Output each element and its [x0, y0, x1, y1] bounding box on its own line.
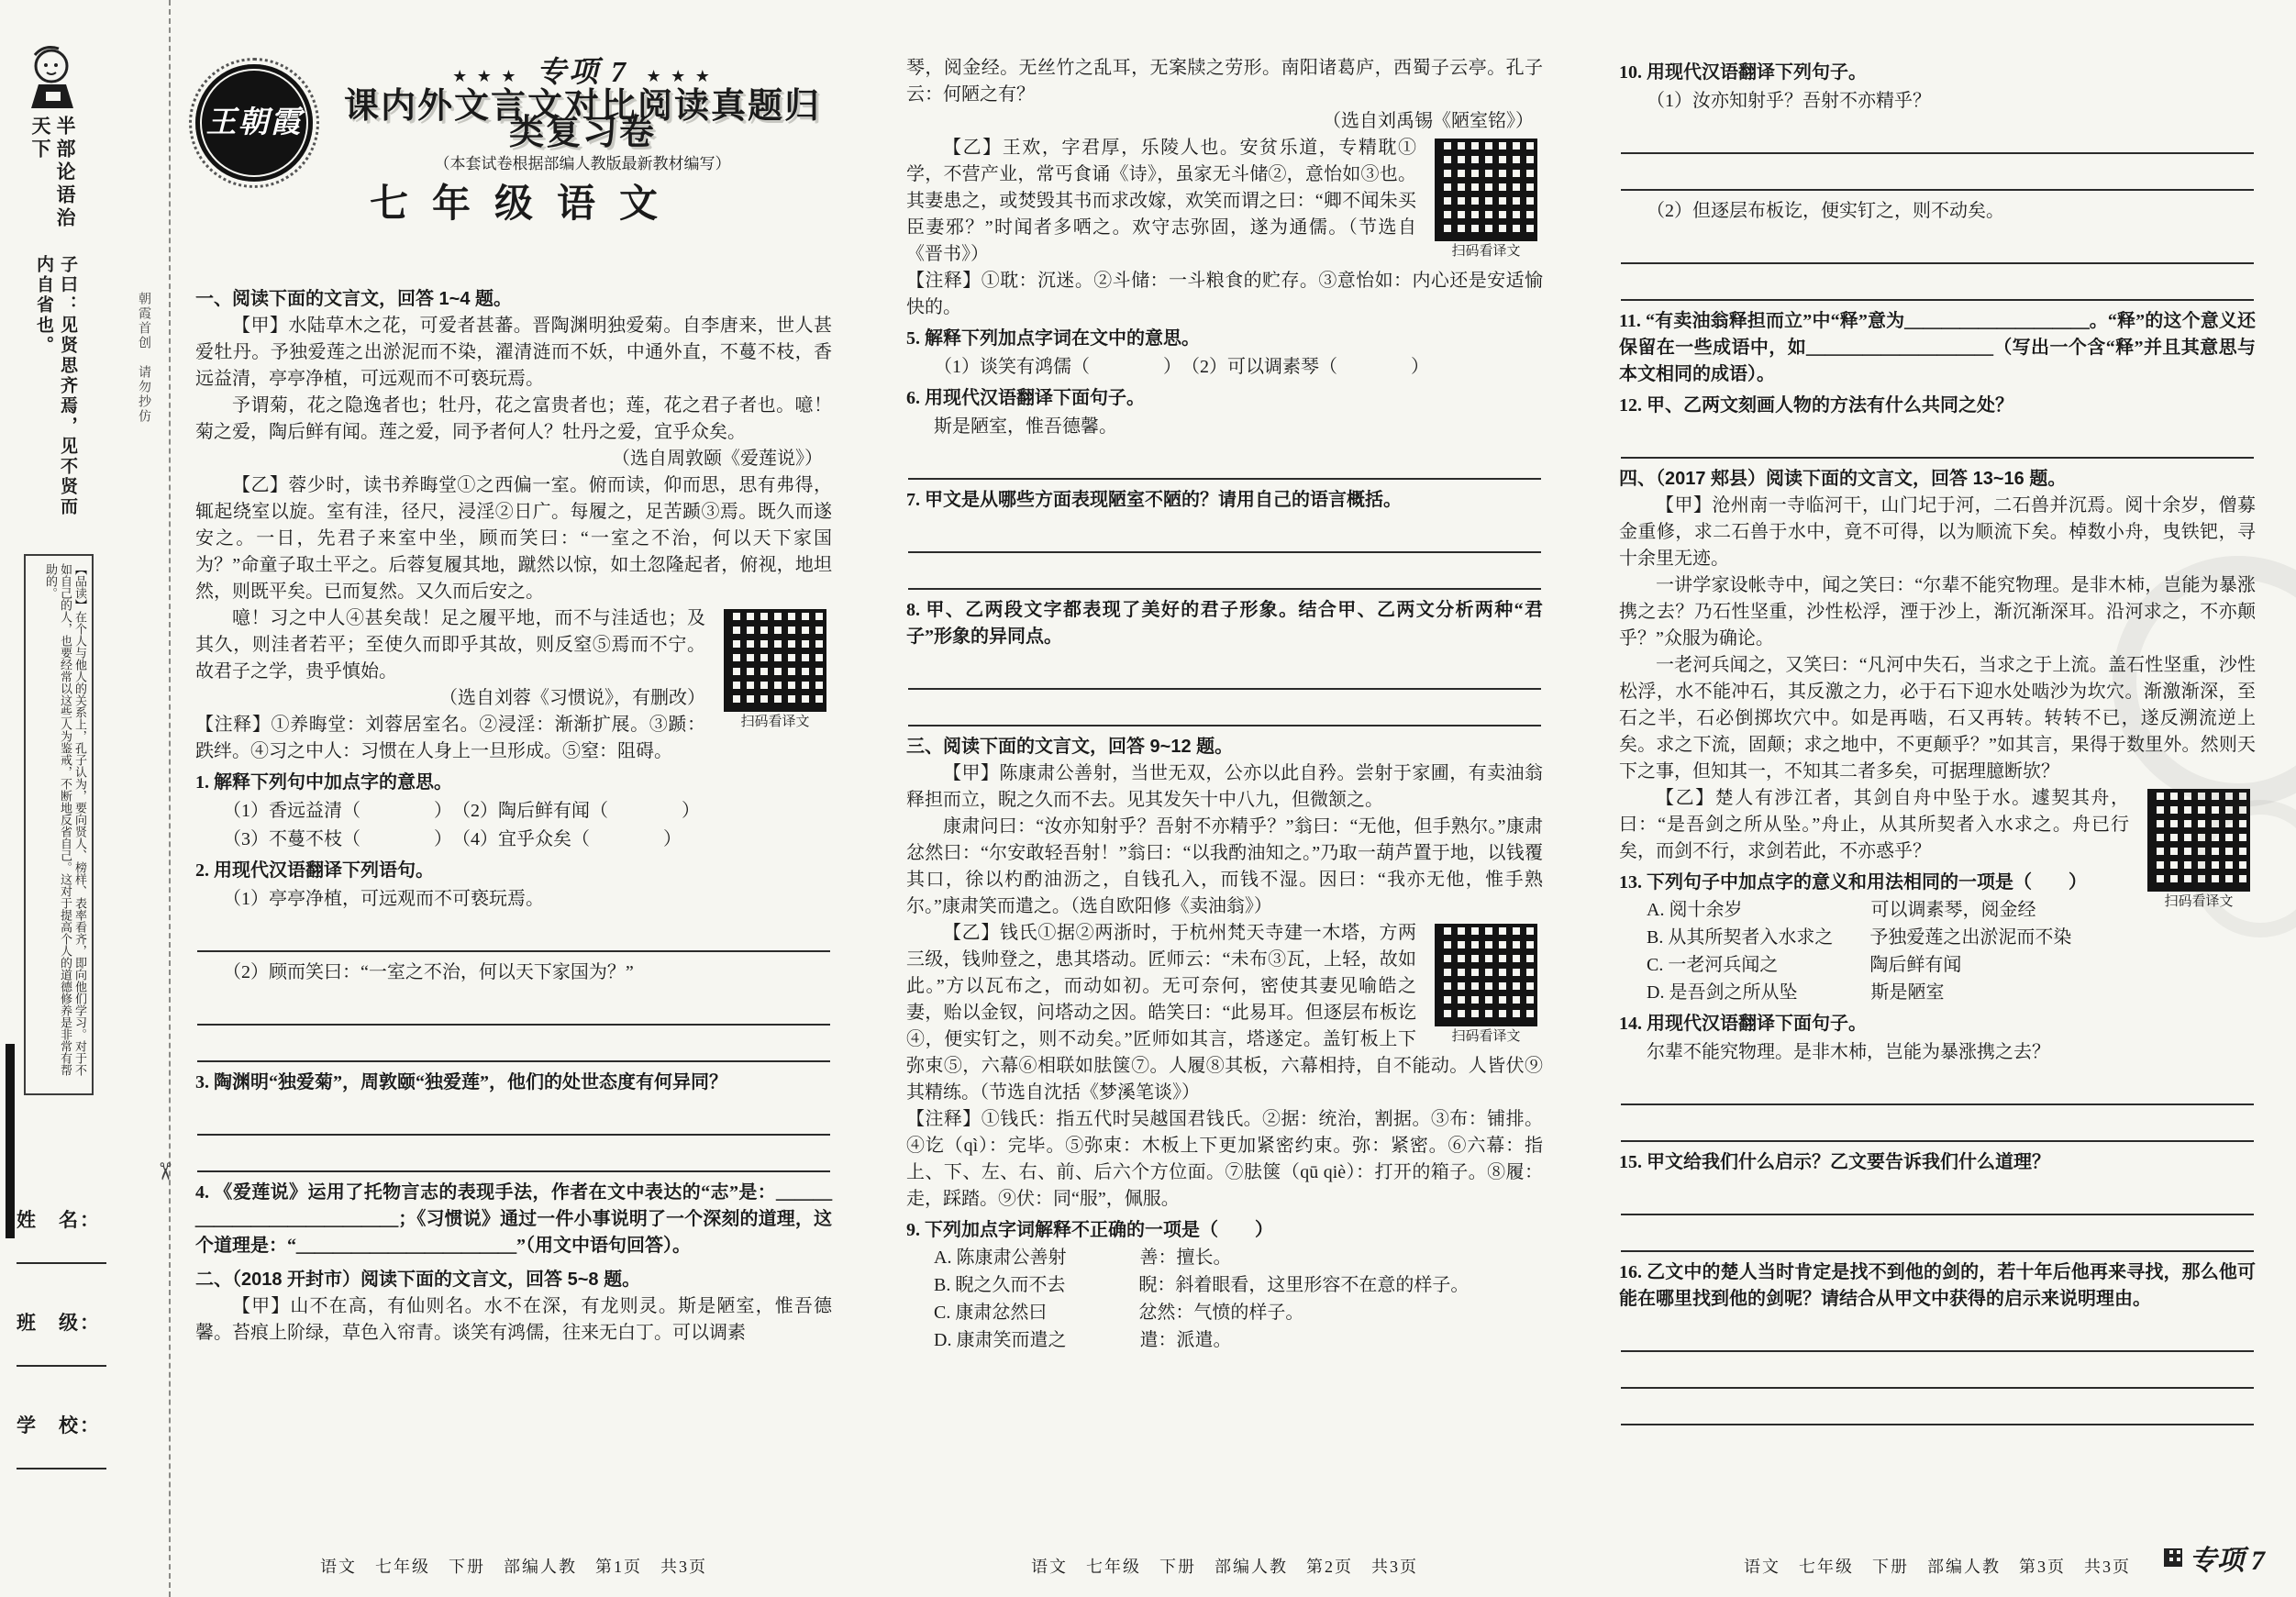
footer-page-1: 语文 七年级 下册 部编人教 第1页 共3页 [320, 1558, 707, 1576]
question-subitem: 尔辈不能究物理。是非木杮，岂能为暴涨携之去？ [1647, 1042, 2050, 1062]
answer-lines [908, 653, 1541, 726]
choice-option-c: C. 康肃忿然曰 忿然：气愤的样子。 [934, 1303, 1304, 1323]
qr-pattern [724, 609, 826, 712]
question-subitem: （1）汝亦知射乎？吾射不亦精乎？ [1647, 91, 1931, 111]
question-subitem: （2）但逐层布板讫，便实钉之，则不动矣。 [1647, 201, 2004, 221]
unit-label: 专项 7 [536, 55, 628, 88]
answer-lines [1621, 1069, 2254, 1142]
question-subitem: （2）顾而笑曰：“一室之不治，何以天下家国为？” [223, 962, 634, 982]
answer-line [1621, 422, 2254, 459]
cut-line [169, 0, 171, 1597]
qr-code [1429, 924, 1543, 1047]
passage-paragraph: 【乙】钱氏①据②两浙时，于杭州梵天寺建一木塔，方两三级，钱帅登之，患其塔动。匠师云：“未布③瓦，上轻，故如此。”方以瓦布之，而动如初。无可奈何，密使其妻见喻皓之妻，贻以金钗，问塔动之因。皓笑曰：“此易耳。但逐层布板讫④，便实钉之，则不动矣。”匠师如其言，塔遂定。盖钉板上下弥束⑤，六幕⑥相联如胠箧⑦。人履⑧其板，六幕相持，自不能动。人皆伏⑨其精练。（节选自沈括《梦溪笔谈》） [906, 923, 1543, 1103]
answer-line [1621, 1389, 2254, 1425]
corner-grid-icon [2164, 1548, 2182, 1567]
question-subitem: （3）不蔓不枝（ ） （4）宜乎众矣（ ） [223, 829, 682, 849]
question-stem: 10. 用现代汉语翻译下列句子。 [1619, 62, 1867, 83]
section-4-heading: 四、（2017 郏县）阅读下面的文言文，回答 13~16 题。 [1619, 469, 2067, 489]
qr-caption: 扫码看译文 [2164, 894, 2234, 909]
question-stem: 4. 《爱莲说》运用了托物言志的表现手法，作者在文中表达的“志”是：＿＿＿＿＿＿＿＿＿＿＿＿＿＿；《习惯说》通过一件小事说明了一个深刻的道理，这个道理是：“＿＿＿＿＿＿＿＿＿＿＿＿”（用文中语句回答）。 [195, 1182, 832, 1256]
answer-line [1621, 1315, 2254, 1352]
question-subitem: 斯是陋室，惟吾德馨。 [934, 416, 1117, 437]
section-1-heading: 一、阅读下面的文言文，回答 1~4 题。 [195, 289, 513, 309]
header-titles [333, 51, 832, 177]
school-label: 学 校： [17, 1414, 101, 1436]
answer-line [1621, 264, 2254, 301]
question-stem: 9. 下列加点字词解释不正确的一项是（ ） [906, 1220, 1273, 1240]
analects-quote: 子曰：见贤思齐焉，见不贤而内自省也。 [34, 255, 77, 517]
pindu-commentary-box: 【品读】在个人与他人的关系上，孔子认为，要向贤人、榜样、表率看齐，即向他们学习。对于不如自己的人，也要经常以这些人为鉴戒，不断地反省自己。这对于提高个人的道德修养是非常有帮助的。 [24, 554, 94, 1095]
question-stem: 6. 用现代汉语翻译下面句子。 [906, 388, 1145, 408]
answer-line [1621, 227, 2254, 264]
passage-paragraph: 【甲】水陆草木之花，可爱者甚蕃。晋陶渊明独爱菊。自李唐来，世人甚爱牡丹。予独爱莲之出淤泥而不染，濯清涟而不妖，中通外直，不蔓不枝，香远益清，亭亭净植，可远观而不可亵玩焉。 [195, 316, 832, 389]
passage-notes: 【注释】①钱氏：指五代时吴越国君钱氏。②据：统治，割据。③布：铺排。④讫（qì）：完毕。⑤弥束：木板上下更加紧密约束。弥：紧密。⑥六幕：指上、下、左、右、前、后六个方位面。⑦胠箧（qū qiè）：打开的箱子。⑧履：走，踩踏。⑨伏：同“服”，佩服。 [906, 1109, 1543, 1209]
question-stem: 15. 甲文给我们什么启示？乙文要告诉我们什么道理？ [1619, 1152, 2050, 1172]
answer-lines [1621, 422, 2254, 459]
choice-option-d: D. 康肃笑而遣之 遣：派遣。 [934, 1330, 1232, 1350]
fold-mark [6, 1044, 15, 1238]
passage-paragraph: 【甲】沧州南一寺临河干，山门圮于河，二石兽并沉焉。阅十余岁，僧募金重修，求二石兽于水中，竟不可得，以为顺流下矣。棹数小舟，曳铁钯，寻十余里无迹。 [1619, 495, 2256, 569]
stars-left-icon: ★ ★ ★ [452, 67, 519, 85]
sidebar-motto: 半部论语治天下 [29, 116, 76, 230]
choice-option-d: D. 是吾剑之所从坠 斯是陋室 [1647, 982, 1945, 1003]
question-stem: 5. 解释下列加点字词在文中的意思。 [906, 328, 1200, 349]
section-2-heading: 二、（2018 开封市）阅读下面的文言文，回答 5~8 题。 [195, 1270, 641, 1290]
question-stem: 3. 陶渊明“独爱菊”，周敦颐“独爱莲”，他们的处世态度有何异同？ [195, 1072, 727, 1092]
question-subitem: （1）香远益清（ ） （2）陶后鲜有闻（ ） [223, 801, 700, 821]
choice-option-c: C. 一老河兵闻之 陶后鲜有闻 [1647, 955, 1962, 975]
name-field [17, 1205, 106, 1264]
passage-notes: 【注释】①养晦堂：刘蓉居室名。②浸淫：渐渐扩展。③踬：跌绊。④习之中人：习惯在人身上一旦形成。⑤窒：阻碍。 [195, 715, 705, 761]
scissors-icon: ✂ [150, 1161, 178, 1181]
passage-paragraph-continued: 琴，阅金经。无丝竹之乱耳，无案牍之劳形。南阳诸葛庐，西蜀子云亭。孔子云：何陋之有？ [906, 58, 1543, 105]
qr-pattern [1435, 924, 1537, 1026]
passage-source: （选自刘蓉《习惯说》，有删改） [439, 688, 705, 708]
answer-line [197, 1136, 830, 1172]
answer-line [908, 443, 1541, 480]
answer-line [197, 915, 830, 952]
question-stem: 13. 下列句子中加点字的意义和用法相同的一项是（ ） [1619, 872, 2087, 893]
question-stem: 1. 解释下列句中加点字的意思。 [195, 772, 452, 793]
passage-notes: 【注释】①耽：沉迷。②斗储：一斗粮食的贮存。③意怡如：内心还是安适愉快的。 [906, 271, 1543, 317]
qr-caption: 扫码看译文 [1451, 244, 1521, 259]
question-stem: 14. 用现代汉语翻译下面句子。 [1619, 1014, 1867, 1034]
column-1 [195, 51, 832, 1347]
column-2 [906, 55, 1543, 1354]
answer-line [1621, 1352, 2254, 1389]
paper-header [195, 51, 832, 279]
paper-title: 课内外文言文对比阅读真题归类复习卷 [343, 87, 821, 152]
answer-line [197, 989, 830, 1026]
answer-lines [908, 443, 1541, 480]
wangzhaoxia-logo-seal [195, 64, 313, 182]
question-subitem: （1）亭亭净植，可远观而不可亵玩焉。 [223, 889, 544, 909]
choice-option-b: B. 从其所契者入水求之 予独爱莲之出淤泥而不染 [1647, 927, 2072, 948]
answer-lines [1621, 1179, 2254, 1252]
question-stem: 11. “有卖油翁释担而立”中“释”意为＿＿＿＿＿＿＿＿＿＿。“释”的这个意义还保留在一些成语中，如＿＿＿＿＿＿＿＿＿＿（写出一个含“释”并且其意思与本文相同的成语）。 [1619, 311, 2256, 384]
passage-paragraph: 一讲学家设帐寺中，闻之笑曰：“尔辈不能究物理。是非木杮，岂能为暴涨携之去？乃石性坚重，沙性松浮，湮于沙上，渐沉渐深耳。沿河求之，不亦颠乎？”众服为确论。 [1619, 575, 2256, 649]
class-label: 班 级： [17, 1312, 101, 1334]
name-blank-line [17, 1233, 106, 1264]
answer-line [197, 1099, 830, 1136]
section-3-heading: 三、阅读下面的文言文，回答 9~12 题。 [906, 737, 1234, 757]
qr-caption: 扫码看译文 [740, 715, 810, 729]
answer-line [1621, 1069, 2254, 1105]
answer-line [908, 553, 1541, 590]
answer-lines [1621, 117, 2254, 191]
logo-text: 王朝霞 [205, 105, 303, 139]
passage-paragraph: 噫！习之中人④甚矣哉！足之履平地，而不与洼适也；及其久，则洼者若平；至使久而即乎其故，则反窒⑤焉而不宁。故君子之学，贵乎慎始。 [195, 608, 705, 682]
name-label: 姓 名： [17, 1209, 101, 1231]
corner-unit-label: 专项 7 [2189, 1546, 2265, 1576]
passage-paragraph: 予谓菊，花之隐逸者也；牡丹，花之富贵者也；莲，花之君子者也。噫！菊之爱，陶后鲜有闻。莲之爱，同予者何人？牡丹之爱，宜乎众矣。 [195, 395, 832, 442]
passage-source: （选自周敦颐《爱莲说》） [612, 449, 823, 469]
reading-child-mascot-icon [18, 44, 94, 118]
qr-caption: 扫码看译文 [1451, 1029, 1521, 1044]
question-stem: 2. 用现代汉语翻译下列语句。 [195, 860, 434, 881]
passage-paragraph: 【乙】蓉少时，读书养晦堂①之西偏一室。俯而读，仰而思，思有弗得，辄起绕室以旋。室有洼，径尺，浸淫②日广。每履之，足苦踬③焉。既久而遂安之。一日，先君子来室中坐，顾而笑曰：“一室之不治，何以天下家国为？”命童子取土平之。后蓉复履其地，蹴然以惊，如土忽隆起者，俯视，地坦然，则既平矣。已而复然。又久而后安之。 [195, 475, 832, 602]
passage-source: （选自刘禹锡《陋室铭》） [1323, 111, 1534, 131]
grade-subject-title: 七年级语文 [369, 182, 682, 225]
choice-option-a: A. 阅十余岁 可以调素琴，阅金经 [1647, 900, 2036, 920]
answer-line [1621, 1179, 2254, 1215]
qr-code [718, 609, 832, 732]
school-field [17, 1411, 106, 1469]
qr-pattern [1435, 139, 1537, 241]
school-blank-line [17, 1438, 106, 1469]
answer-line [1621, 117, 2254, 154]
paper-subtitle: （本套试卷根据部编人教版最新教材编写） [434, 155, 731, 172]
answer-line [1621, 154, 2254, 191]
choice-option-a: A. 陈康肃公善射 善：擅长。 [934, 1248, 1232, 1268]
passage-paragraph: 一老河兵闻之，又笑曰：“凡河中失石，当求之于上流。盖石性坚重，沙性松浮，水不能冲石，其反激之力，必于石下迎水处啮沙为坎穴。渐激渐深，至石之半，石必倒掷坎穴中。如是再啮，石又再转。转转不已，遂反溯流逆上矣。求之下流，固颠；求之地中，不更颠乎？”如其言，果得于数里外。然则天下之事，但知其一，不知其二者多矣，可据理臆断欤？ [1619, 655, 2256, 782]
answer-lines [197, 1099, 830, 1172]
question-stem: 8. 甲、乙两段文字都表现了美好的君子形象。结合甲、乙两文分析两种“君子”形象的异同点。 [906, 600, 1543, 647]
answer-lines [1621, 1315, 2254, 1425]
answer-line [908, 690, 1541, 726]
unit-number-line [333, 55, 832, 90]
left-margin-strip [13, 44, 110, 1567]
answer-line [908, 653, 1541, 690]
corner-unit-tab [2164, 1537, 2266, 1578]
question-subitem: （1）谈笑有鸿儒（ ） （2）可以调素琴（ ） [934, 357, 1429, 377]
answer-line [197, 1026, 830, 1062]
choice-option-b: B. 睨之久而不去 睨：斜着眼看，这里形容不在意的样子。 [934, 1275, 1470, 1295]
class-field [17, 1308, 106, 1367]
answer-lines [908, 516, 1541, 590]
passage-paragraph: 【甲】陈康肃公善射，当世无双，公亦以此自矜。尝射于家圃，有卖油翁释担而立，睨之久而不去。见其发矢十中八九，但微颔之。 [906, 763, 1543, 810]
stars-right-icon: ★ ★ ★ [646, 67, 713, 85]
answer-line [1621, 1215, 2254, 1252]
class-blank-line [17, 1336, 106, 1367]
footer-page-3: 语文 七年级 下册 部编人教 第3页 共3页 [1744, 1558, 2131, 1576]
anti-copy-text: 朝霞首创 请勿抄仿 [137, 292, 150, 424]
question-stem: 16. 乙文中的楚人当时肯定是找不到他的剑的，若十年后他再来寻找，那么他可能在哪里找到他的剑呢？请结合从甲文中获得的启示来说明理由。 [1619, 1262, 2256, 1309]
passage-paragraph: 康肃问曰：“汝亦知射乎？吾射不亦精乎？”翁曰：“无他，但手熟尔。”康肃忿然曰：“尔安敢轻吾射！”翁曰：“以我酌油知之。”乃取一葫芦置于地，以钱覆其口，徐以杓酌油沥之，自钱孔入，而钱不湿。因曰：“我亦无他，惟手熟尔。”康肃笑而遣之。（选自欧阳修《卖油翁》） [906, 816, 1543, 916]
footer-page-2: 语文 七年级 下册 部编人教 第2页 共3页 [1031, 1558, 1418, 1576]
answer-line [1621, 1105, 2254, 1142]
question-stem: 12. 甲、乙两文刻画人物的方法有什么共同之处？ [1619, 395, 2013, 416]
passage-paragraph: 【乙】楚人有涉江者，其剑自舟中坠于水。遽契其舟，曰：“是吾剑之所从坠。”舟止，从其所契者入水求之。舟已行矣，而剑不行，求剑若此，不亦惑乎？ [1619, 788, 2129, 861]
qr-code [1429, 139, 1543, 261]
passage-paragraph: 【甲】山不在高，有仙则名。水不在深，有龙则灵。斯是陋室，惟吾德馨。苔痕上阶绿，草色入帘青。谈笑有鸿儒，往来无白丁。可以调素 [195, 1296, 832, 1343]
passage-paragraph: 【乙】王欢，字君厚，乐陵人也。安贫乐道，专精耽①学，不营产业，常丐食诵《诗》，虽家无斗储②，意怡如③也。其妻患之，或焚毁其书而求改嫁，欢笑而谓之曰：“卿不闻朱买臣妻邪？”时闻者多哂之。欢守志弥固，遂为通儒。（节选自《晋书》） [906, 138, 1416, 264]
student-info-fields [17, 1205, 106, 1514]
question-stem: 7. 甲文是从哪些方面表现陋室不陋的？请用自己的语言概括。 [906, 490, 1402, 510]
answer-lines [197, 915, 830, 952]
answer-line [908, 516, 1541, 553]
answer-lines [1621, 227, 2254, 301]
answer-lines [197, 989, 830, 1062]
